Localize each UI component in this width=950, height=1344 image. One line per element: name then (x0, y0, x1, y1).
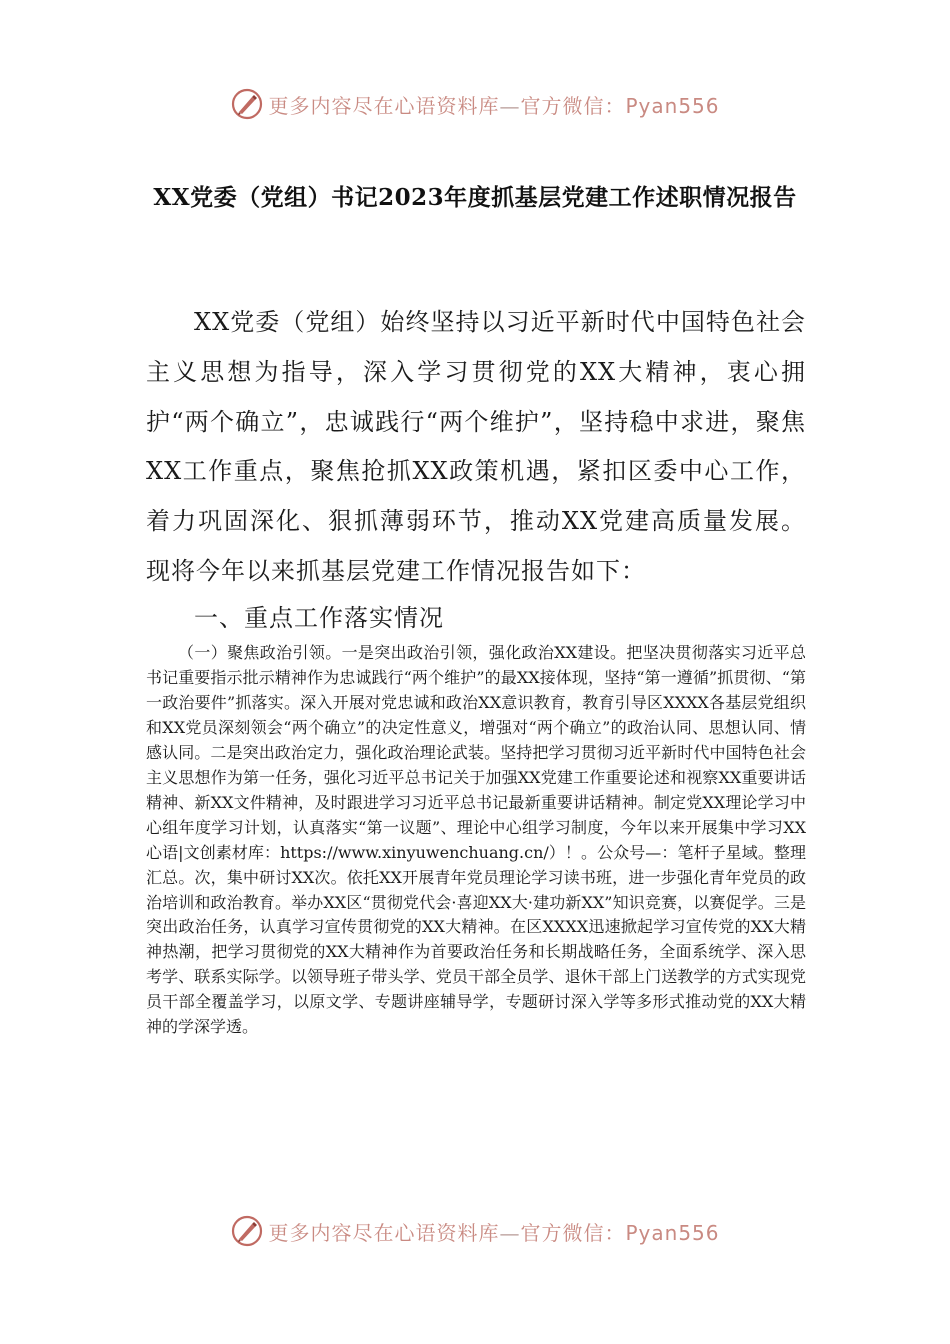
document-title: XX党委（党组）书记2023年度抓基层党建工作述职情况报告 (153, 184, 797, 211)
watermark-text: 更多内容尽在心语资料库—官方微信：Pyan556 (268, 93, 720, 118)
watermark-banner-top (0, 82, 950, 126)
pen-logo-icon (230, 87, 264, 121)
watermark-text: 更多内容尽在心语资料库—官方微信：Pyan556 (268, 1220, 720, 1245)
section-heading: 一、重点工作落实情况 (194, 604, 444, 632)
section-body-paragraph: （一）聚焦政治引领。一是突出政治引领，强化政治XX建设。把坚决贯彻落实习近平总书记重要指示批示精神作为忠诚践行“两个维护”的最XX接体现，坚持“第一遵循”抓贯彻、“第一政治要件”抓落实。深入开展对党忠诚和政治XX意识教育，教育引导区XXXX各基层党组织和XX党员深刻领会“两个确立”的决定性意义，增强对“两个确立”的政治认同、思想认同、情感认同。二是突出政治定力，强化政治理论武装。坚持把学习贯彻习近平新时代中国特色社会主义思想作为第一任务，强化习近平总书记关于加强XX党建工作重要论述和视察XX重要讲话精神、新XX文件精神，及时跟进学习习近平总书记最新重要讲话精神。制定党XX理论学习中心组年度学习计划，认真落实“第一议题”、理论中心组学习制度，今年以来开展集中学习XX心语|文创素材库：https://www.xinyuwenchuang.cn/）！。公众号—：笔杆子星域。整理汇总。次，集中研讨XX次。依托XX开展青年党员理论学习读书班，进一步强化青年党员的政治培训和政治教育。举办XX区“贯彻党代会·喜迎XX大·建功新XX”知识竞赛，以赛促学。三是突出政治任务，认真学习宣传贯彻党的XX大精神。在区XXXX迅速掀起学习宣传党的XX大精神热潮，把学习贯彻党的XX大精神作为首要政治任务和长期战略任务，全面系统学、深入思考学、联系实际学。以领导班子带头学、党员干部全员学、退休干部上门送教学的方式实现党员干部全覆盖学习，以原文学、专题讲座辅导学，专题研讨深入学等多形式推动党的XX大精神的学深学透。 (146, 643, 806, 1037)
watermark-banner-bottom (0, 1209, 950, 1253)
pen-logo-icon (230, 1214, 264, 1248)
lead-paragraph: XX党委（党组）始终坚持以习近平新时代中国特色社会主义思想为指导，深入学习贯彻党的XX大精神，衷心拥护“两个确立”，忠诚践行“两个维护”，坚持稳中求进，聚焦XX工作重点，聚焦抢抓XX政策机遇，紧扣区委中心工作，着力巩固深化、狠抓薄弱环节，推动XX党建高质量发展。现将今年以来抓基层党建工作情况报告如下： (146, 308, 806, 585)
